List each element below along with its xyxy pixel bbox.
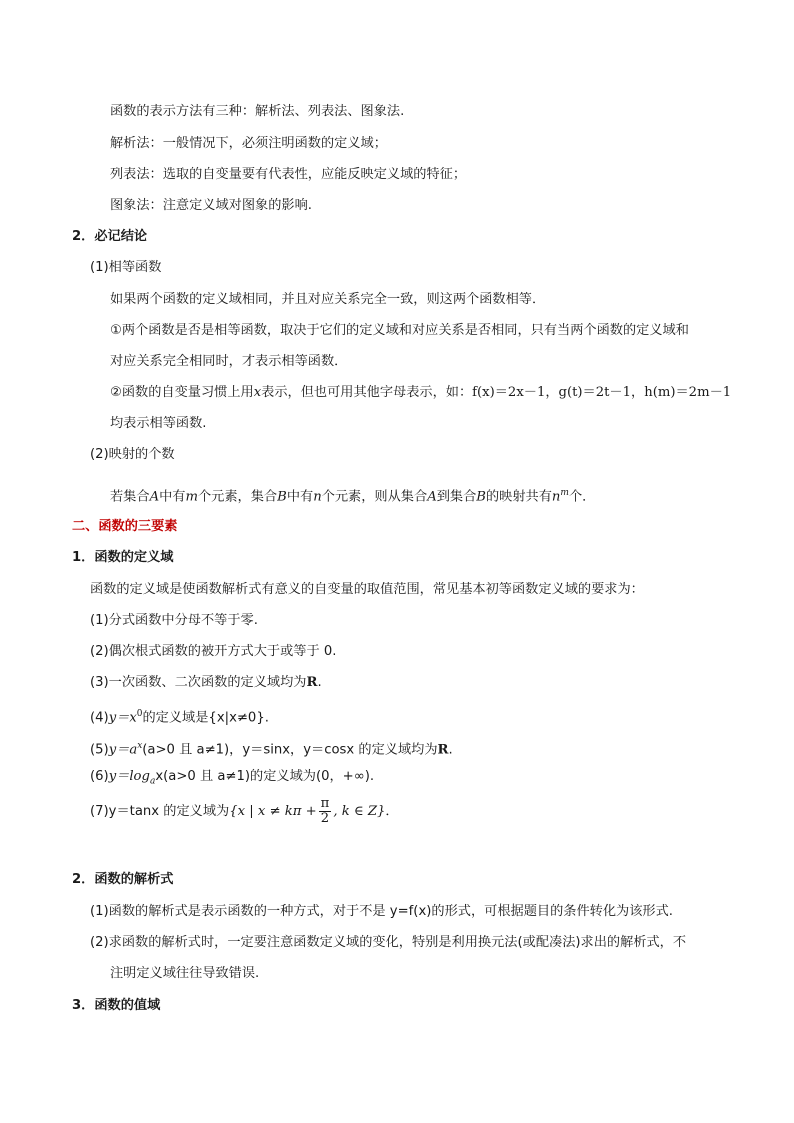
item5-period: .: [448, 742, 453, 758]
set-B: B: [277, 489, 287, 505]
mapping-text-d: 中有: [286, 489, 314, 505]
item3-text: (3)一次函数、二次函数的定义域均为: [90, 675, 307, 690]
item4-expr: y＝x: [108, 710, 137, 726]
domain-item-3: [90, 674, 322, 692]
equal-functions-title: (1)相等函数: [90, 260, 162, 275]
power-base-n: n: [551, 489, 561, 505]
item3-period: .: [317, 675, 322, 690]
representation-intro: 函数的表示方法有三种：解析法、列表法、图象法.: [110, 104, 405, 119]
fraction-denominator: 2: [320, 810, 330, 826]
section-heading-conclusions: 2．必记结论: [72, 229, 148, 244]
mapping-count-title: (2)映射的个数: [90, 447, 175, 462]
range-heading: 3．函数的值域: [72, 998, 161, 1013]
set-A-2: A: [427, 489, 437, 505]
item7-set-close: , k ∈ Z}: [333, 804, 386, 819]
expression-item-1: (1)函数的解析式是表示函数的一种方式，对于不是 y=f(x)的形式，可根据题目的条件转化为该形式.: [90, 904, 673, 919]
item4-label: (4): [90, 710, 109, 726]
domain-item-2: (2)偶次根式函数的被开方式大于或等于 0.: [90, 644, 337, 659]
item7-text: (7)y＝tanx 的定义域为: [90, 804, 230, 819]
item6-text: x(a>0 且 a≠1)的定义域为(0，+∞).: [155, 769, 375, 784]
point1-line2: 对应关系完全相同时，才表示相等函数．: [110, 354, 348, 369]
domain-item-7: [90, 796, 399, 828]
mapping-text-c: 个元素，集合: [197, 489, 278, 505]
point2-text-b: 表示，但也可用其他字母表示，如：: [261, 385, 473, 400]
domain-item-4: [90, 705, 269, 727]
graph-method: 图象法：注意定义域对图象的影响.: [110, 198, 313, 213]
point2-var-x: x: [253, 385, 262, 400]
mapping-count-statement: [110, 484, 595, 506]
var-m: m: [185, 489, 198, 505]
table-method: 列表法：选取的自变量要有代表性，应能反映定义域的特征；: [110, 167, 467, 182]
item4-exponent: 0: [136, 709, 143, 719]
expression-heading: 2．函数的解析式: [72, 872, 174, 887]
mapping-text-a: 若集合: [110, 489, 150, 505]
item3-real-set: R: [306, 675, 318, 690]
item6-log-base: a: [149, 776, 156, 787]
domain-item-1: (1)分式函数中分母不等于零.: [90, 613, 258, 628]
analytic-method: 解析法：一般情况下，必须注明函数的定义域；: [110, 136, 387, 151]
item5-expr: y＝a: [108, 742, 138, 758]
section-heading-three-elements: 二、函数的三要素: [72, 519, 178, 534]
item5-text: (a>0 且 a≠1)，y＝sinx，y＝cosx 的定义域均为: [142, 742, 438, 758]
domain-item-6: [90, 768, 374, 791]
power-exp-m: m: [560, 488, 569, 498]
item6-label: (6): [90, 769, 109, 784]
set-A: A: [149, 489, 160, 505]
point2-text-a: ②函数的自变量习惯上用: [110, 385, 254, 400]
item6-expr: y＝log: [108, 769, 150, 784]
point2-line1: [110, 384, 731, 402]
set-B-2: B: [476, 489, 486, 505]
item7-period: ．: [385, 804, 399, 819]
domain-item-5: [90, 737, 453, 759]
item5-exponent: x: [137, 741, 143, 751]
mapping-text-e: 个元素，则从集合: [321, 489, 428, 505]
point1-line1: ①两个函数是否是相等函数，取决于它们的定义域和对应关系是否相同，只有当两个函数的定义域和: [110, 323, 689, 338]
pi-over-2-fraction: [319, 797, 332, 826]
var-n: n: [313, 489, 322, 505]
equal-functions-definition: 如果两个函数的定义域相同，并且对应关系完全一致，则这两个函数相等．: [110, 292, 546, 307]
mapping-text-f: 到集合: [436, 489, 477, 505]
item7-set-open: {x | x ≠ kπ +: [229, 804, 317, 819]
expression-item-2-line1: (2)求函数的解析式时，一定要注意函数定义域的变化，特别是利用换元法(或配凑法)求出的解析式，不: [90, 935, 687, 950]
point2-line2: 均表示相等函数.: [110, 416, 207, 431]
item5-label: (5): [90, 742, 109, 758]
mapping-text-g: 的映射共有: [485, 489, 552, 505]
mapping-text-b: 中有: [159, 489, 186, 505]
fraction-numerator: π: [320, 795, 330, 811]
mapping-text-h: 个．: [568, 489, 596, 505]
item4-text: 的定义域是{x|x≠0}.: [142, 710, 269, 726]
domain-heading: 1．函数的定义域: [72, 550, 174, 565]
point2-formulas: f(x)＝2x－1，g(t)＝2t－1，h(m)＝2m－1: [472, 385, 732, 400]
item5-real-set: R: [437, 742, 449, 758]
expression-item-2-line2: 注明定义域往往导致错误.: [110, 966, 260, 981]
domain-intro: 函数的定义域是使函数解析式有意义的自变量的取值范围，常见基本初等函数定义域的要求为：: [90, 582, 644, 597]
